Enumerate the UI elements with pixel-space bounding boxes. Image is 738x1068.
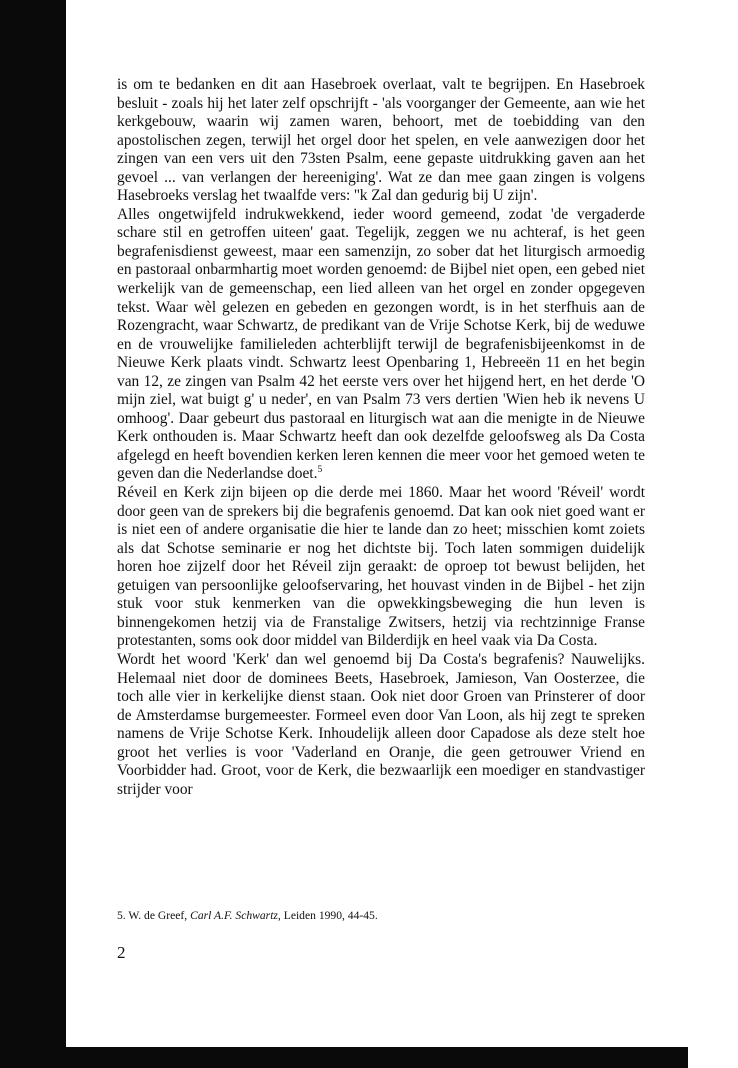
page-body [117,76,645,799]
footnote-title: Carl A.F. Schwartz, [190,909,281,922]
page-number: 2 [117,943,126,962]
footnote-author: 5. W. de Greef, [117,909,188,922]
paragraph-2 [117,206,645,484]
bottom-scan-border [0,1047,688,1068]
paragraph-1: is om te bedanken en dit aan Hasebroek overlaat, valt te begrijpen. En Hasebroek besluit - zoals hij het later zelf opschrijft - 'als voorganger der Gemeente, aan wie het kerkgebouw, waarin wij zamen waren, behoort, met de toebidding van den apostolischen zegen, terwijl het orgel door het spelen, en vele aanwezigen door het zingen van een vers uit den 73sten Psalm, eene gepaste uitdrukking gaven aan het gevoel ... van verlangen der hereeniging'. Wat ze dan mee gaan zingen is volgens Hasebroeks verslag het twaalfde vers: ''k Zal dan gedurig bij U zijn'. [117,76,645,205]
paragraph-4: Wordt het woord 'Kerk' dan wel genoemd bij Da Costa's begrafenis? Nauwelijks. Helemaal niet door de dominees Beets, Hasebroek, Jamieson, Van Oosterzee, die toch alle vier in kerkelijke dienst staan. Ook niet door Groen van Prinsterer of door de Amsterdamse burgemeester. Formeel even door Van Loon, als hij zegt te spreken namens de Vrije Schotse Kerk. Inhoudelijk alleen door Capadose als deze stelt hoe groot het verlies is voor 'Vaderland en Oranje, die geen getrouwer Vriend en Voorbidder had. Groot, voor de Kerk, die bezwaarlijk een moediger en standvastiger strijder voor [117,650,645,798]
footnote-publication: Leiden 1990, 44-45. [283,909,378,922]
footnote-reference: 5 [317,465,323,476]
left-scan-border [0,0,66,1068]
paragraph-2-text: Alles ongetwijfeld indrukwekkend, ieder woord gemeend, zodat 'de vergaderde schare stil en getroffen uiteen' gaat. Tegelijk, zeggen we nu achteraf, is het geen begrafenisdienst geweest, maar een samenzijn, zo sober dat het liturgisch armoedig en pastoraal onbarmhartig moet worden genoemd: de Bijbel niet open, een gebed niet werkelijk van de gemeenschap, een lied alleen van het orgel en zonder opgegeven tekst. Waar wèl gelezen en gebeden en gezongen wordt, is in het sterfhuis aan de Rozengracht, waar Schwartz, de predikant van de Vrije Schotse Kerk, bij de weduwe en de vrouwelijke familieleden achterblijft terwijl de begrafenisbijeenkomst in de Nieuwe Kerk plaats vindt. Schwartz leest Openbaring 1, Hebreeën 11 en het begin van 12, ze zingen van Psalm 42 het eerste vers over het hijgend hert, en het derde 'O mijn ziel, wat buigt g' u neder', en van Psalm 73 vers dertien 'Wien heb ik nevens U omhoog'. Daar gebeurt dus pastoraal en liturgisch wat aan die menigte in de Nieuwe Kerk onthouden is. Maar Schwartz heeft dan ook dezelfde geloofsweg als Da Costa afgelegd en heeft bovendien kerken leren kennen die meer voor het gemoed weten te geven dan die Nederlandse doet. [117,205,645,483]
footnote [117,909,645,923]
paragraph-3: Réveil en Kerk zijn bijeen op die derde mei 1860. Maar het woord 'Réveil' wordt door geen van de sprekers bij die begrafenis genoemd. Dat kan ook niet goed want er is niet een of andere organisatie die hier te lande dan zo heet; misschien komt zoiets als dat Schotse seminarie er nog het dichtste bij. Toch laten sommigen duidelijk horen hoe zijzelf door het Réveil zijn geraakt: de oproep tot bewust belijden, het getuigen van persoonlijke geloofservaring, het houvast vinden in de Bijbel - het zijn stuk voor stuk kenmerken van die opwekkingsbeweging die hun leven is binnengekomen hetzij via de Franstalige Zwitsers, hetzij via rechtzinnige Franse protestanten, soms ook door middel van Bilderdijk en heel vaak via Da Costa. [117,484,645,650]
